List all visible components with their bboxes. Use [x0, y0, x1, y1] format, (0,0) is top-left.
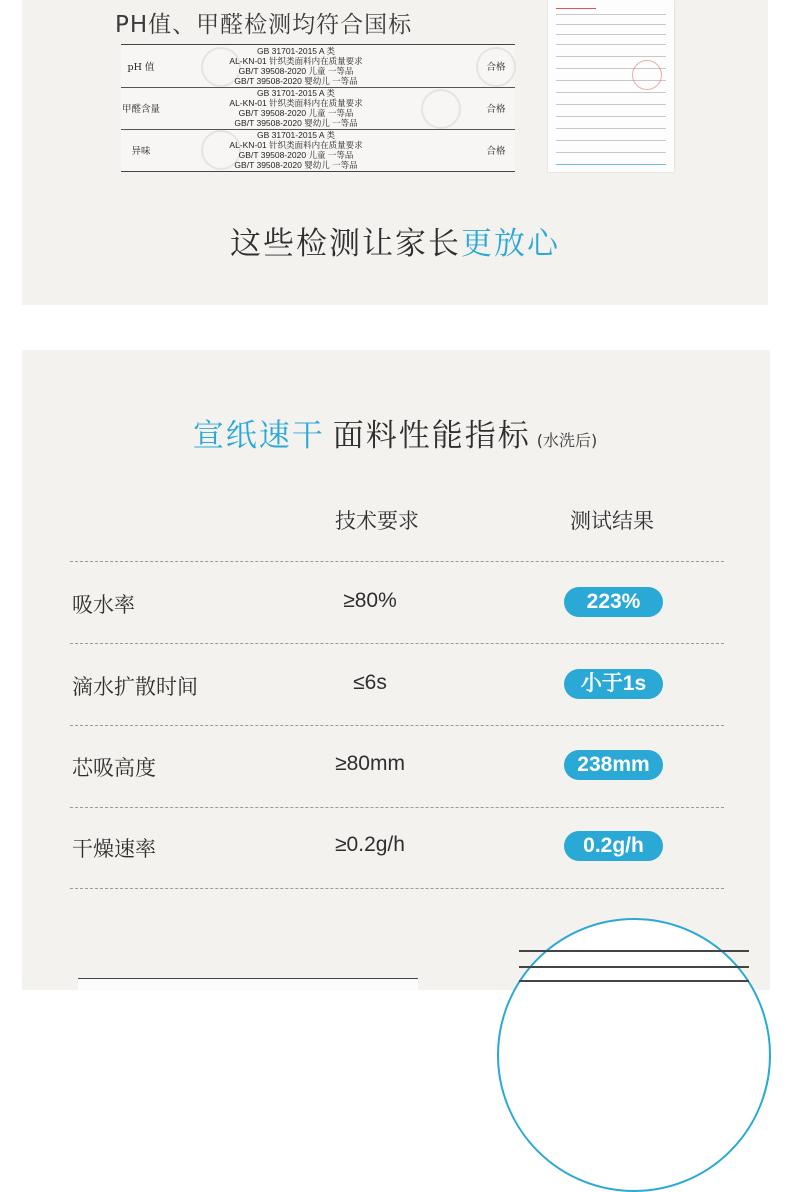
report-row	[121, 45, 515, 88]
metric-label: 干燥速率	[72, 837, 156, 861]
report-row	[121, 87, 515, 130]
metric-label: 芯吸高度	[72, 756, 156, 780]
stamp-icon	[632, 60, 662, 90]
test-certificate-image	[548, 0, 674, 172]
report-item-requirements: GB 31701-2015 A 类 AL-KN-01 针织类面料内在质量要求 GB/T 39508-2020 儿童 一等品 GB/T 39508-2020 婴幼儿 一等品	[229, 130, 363, 170]
reassurance-accent: 更放心	[461, 226, 560, 262]
report-item-result: 合格	[486, 104, 506, 115]
metric-result-badge: 0.2g/h	[564, 831, 663, 861]
title-main: 面料性能指标	[332, 418, 531, 454]
row-divider	[70, 643, 724, 644]
title-highlight: 宣纸速干	[192, 418, 325, 454]
report-row	[121, 129, 515, 171]
report-document-preview	[78, 978, 418, 991]
test-report-table	[121, 44, 515, 172]
column-header-requirement: 技术要求	[335, 509, 419, 533]
report-item-name: 甲醛含量	[121, 104, 160, 115]
title-note: (水洗后)	[536, 431, 598, 450]
metric-requirement: ≤6s	[353, 671, 387, 694]
column-header-result: 测试结果	[570, 509, 654, 533]
metric-result-badge: 小于1s	[564, 669, 663, 699]
metric-requirement: ≥80mm	[335, 752, 405, 775]
row-divider	[70, 888, 724, 889]
metric-requirement: ≥0.2g/h	[335, 833, 405, 856]
metric-label: 吸水率	[72, 593, 135, 617]
report-item-result: 合格	[486, 62, 506, 73]
metric-requirement: ≥80%	[343, 589, 397, 612]
report-item-name: 异味	[131, 146, 151, 157]
metric-label: 滴水扩散时间	[72, 675, 198, 699]
report-section-title: PH值、甲醛检测均符合国标	[115, 12, 413, 38]
performance-title	[0, 410, 790, 455]
magnified-report-circle	[497, 918, 771, 1192]
report-item-requirements: GB 31701-2015 A 类 AL-KN-01 针织类面料内在质量要求 GB/T 39508-2020 儿童 一等品 GB/T 39508-2020 婴幼儿 一等品	[229, 46, 363, 86]
report-item-requirements: GB 31701-2015 A 类 AL-KN-01 针织类面料内在质量要求 GB/T 39508-2020 儿童 一等品 GB/T 39508-2020 婴幼儿 一等品	[229, 88, 363, 128]
reassurance-headline: 这些检测让家长更放心	[230, 226, 560, 262]
metric-result-badge: 238mm	[564, 750, 663, 780]
row-divider	[70, 561, 724, 562]
metric-result-badge: 223%	[564, 587, 663, 617]
row-divider	[70, 807, 724, 808]
report-item-result: 合格	[486, 146, 506, 157]
report-item-name: pH 值	[127, 62, 155, 73]
row-divider	[70, 725, 724, 726]
